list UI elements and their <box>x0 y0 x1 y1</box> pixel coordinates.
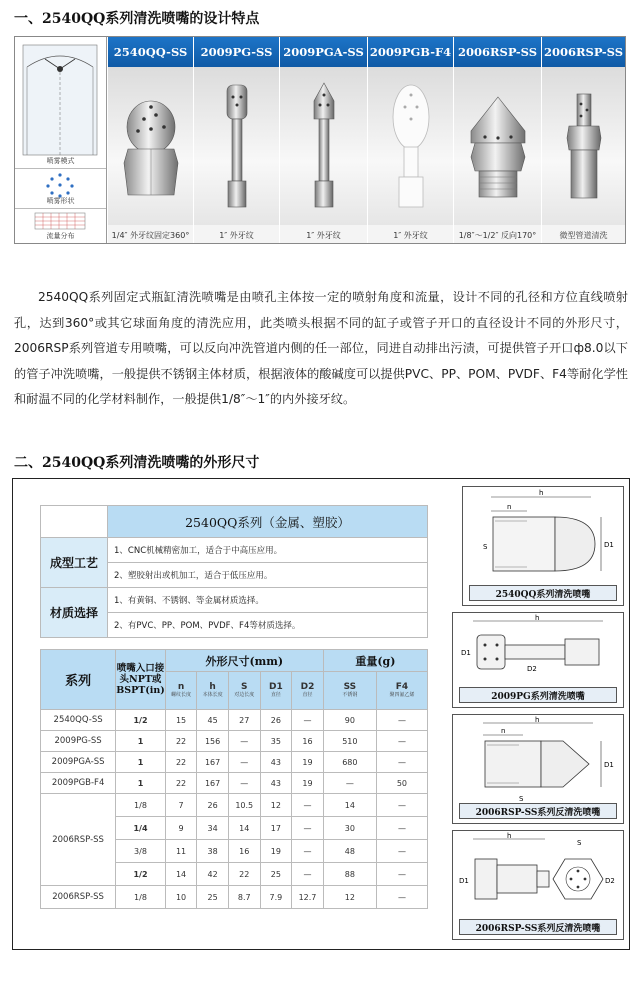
product-model: 2540QQ-SS <box>108 37 193 67</box>
cell-s: 10.5 <box>228 794 260 817</box>
table-row <box>41 886 428 909</box>
cell-d2: 19 <box>292 773 324 794</box>
drawing-caption: 2009PG系列清洗喷嘴 <box>459 687 617 703</box>
drawing-2006rsp-b <box>452 830 624 940</box>
col-weight-header: 重量(g) <box>323 650 427 672</box>
sub-col-header <box>197 672 229 710</box>
cell-f4: — <box>376 731 427 752</box>
table-row <box>41 773 428 794</box>
cell-h: 167 <box>197 773 229 794</box>
drawing-label: D1 <box>461 649 471 657</box>
product-caption: 1″ 外牙纹 <box>219 231 254 240</box>
cell-s: 16 <box>228 840 260 863</box>
cell-ss: 510 <box>323 731 376 752</box>
product-image-2006rsp <box>454 67 541 225</box>
product-model: 2006RSP-SS <box>454 37 541 67</box>
sub-col-name: S <box>240 682 248 692</box>
drawing-label: D1 <box>604 541 614 549</box>
cell-f4: — <box>376 817 427 840</box>
sub-col-name: h <box>209 682 216 692</box>
product-card <box>367 37 453 243</box>
cell-series: 2006RSP-SS <box>41 794 116 886</box>
sub-col-header <box>323 672 376 710</box>
cell-ss: 30 <box>323 817 376 840</box>
spec-table-corner <box>41 506 108 538</box>
drawing-2540qq <box>462 486 624 606</box>
cell-f4: — <box>376 752 427 773</box>
spec-label-material: 材质选择 <box>41 588 108 638</box>
cell-d1: 19 <box>260 840 292 863</box>
product-model: 2009PG-SS <box>194 37 279 67</box>
cell-n: 10 <box>165 886 196 909</box>
cell-d1: 12 <box>260 794 292 817</box>
cell-n: 22 <box>165 731 196 752</box>
product-strip <box>14 36 626 244</box>
cell-npt: 3/8 <box>116 840 166 863</box>
table-row <box>41 794 428 817</box>
spec-item: 1、有黄铜、不锈钢、等金属材质选择。 <box>108 588 428 613</box>
product-image-2009pg <box>194 67 279 225</box>
cell-s: 27 <box>228 710 260 731</box>
flow-distribution-label: 流量分布 <box>46 232 75 240</box>
product-caption: 1″ 外牙纹 <box>393 231 428 240</box>
product-card <box>453 37 541 243</box>
product-card <box>541 37 625 243</box>
cell-h: 167 <box>197 752 229 773</box>
cell-n: 9 <box>165 817 196 840</box>
spray-shape-icon <box>15 169 105 199</box>
section1-title: 一、2540QQ系列清洗喷嘴的设计特点 <box>14 11 260 27</box>
description-paragraph: 2540QQ系列固定式瓶缸清洗喷嘴是由喷孔主体按一定的喷射角度和流量，设计不同的孔径和方位直线喷射孔，达到360°或其它球面角度的清洗应用，此类喷头根据不同的缸子或管子开口的直径设计不同的外形尺寸，2006RSP系列管道专用喷嘴，可以反向冲洗管道内侧的任一部位，同进自动排出污渍，可提供管子开口ф8.0以下的管子冲洗喷嘴，一般提供不锈钢主体材质，根据液体的酸碱度可以提供PVC、PP、POM、PVDF、F4等耐化学性和耐温不同的化学材料制作，一般提供1/8″～1″的内外接牙纹。 <box>14 290 628 406</box>
sub-col-note: 对边长度 <box>234 692 255 698</box>
cell-ss: 14 <box>323 794 376 817</box>
sub-col-name: D2 <box>300 682 315 692</box>
cell-h: 42 <box>197 863 229 886</box>
cell-f4: — <box>376 840 427 863</box>
section2-title: 二、2540QQ系列清洗喷嘴的外形尺寸 <box>14 455 260 471</box>
cell-d1: 43 <box>260 773 292 794</box>
product-caption: 1″ 外牙纹 <box>306 231 341 240</box>
cell-ss: 48 <box>323 840 376 863</box>
cell-n: 22 <box>165 773 196 794</box>
drawing-label: h <box>535 716 540 724</box>
drawing-label: h <box>507 832 512 840</box>
drawing-label: n <box>507 503 512 511</box>
cell-d2: — <box>292 840 324 863</box>
cell-npt: 1/4 <box>116 817 166 840</box>
sub-col-note: 直径 <box>302 692 313 698</box>
cell-s: 14 <box>228 817 260 840</box>
sub-col-note: 螺纹长度 <box>171 692 192 698</box>
cell-d2: — <box>292 710 324 731</box>
cell-series: 2009PGA-SS <box>41 752 116 773</box>
product-model: 2006RSP-SS <box>542 37 625 67</box>
cell-ss: 680 <box>323 752 376 773</box>
cell-n: 7 <box>165 794 196 817</box>
drawing-label: S <box>577 839 582 847</box>
cell-d1: 25 <box>260 863 292 886</box>
cell-h: 25 <box>197 886 229 909</box>
cell-d2: — <box>292 794 324 817</box>
cell-n: 22 <box>165 752 196 773</box>
drawing-label: S <box>519 795 524 803</box>
cell-npt: 1 <box>116 773 166 794</box>
sub-col-name: D1 <box>268 682 283 692</box>
cell-d2: — <box>292 863 324 886</box>
product-caption: 微型管道清洗 <box>559 231 608 240</box>
product-caption: 1/4″ 外牙纹固定360° <box>111 231 190 240</box>
sub-col-note: 本体长度 <box>202 692 223 698</box>
spray-pattern-icon <box>15 37 105 167</box>
col-series-header: 系列 <box>41 650 116 710</box>
sub-col-note: 不锈钢 <box>342 692 358 698</box>
drawing-label: h <box>539 489 544 497</box>
cell-d2: 16 <box>292 731 324 752</box>
cell-s: — <box>228 731 260 752</box>
sub-col-name: F4 <box>395 682 409 692</box>
sub-col-note: 聚四氟乙烯 <box>389 692 415 698</box>
product-image-2540qq <box>108 67 193 225</box>
cell-s: — <box>228 773 260 794</box>
drawing-2006rsp-a <box>452 714 624 824</box>
cell-series: 2009PG-SS <box>41 731 116 752</box>
table-row <box>41 752 428 773</box>
drawing-caption: 2006RSP-SS系列反清洗喷嘴 <box>459 919 617 935</box>
sub-col-note: 直径 <box>270 692 281 698</box>
drawing-caption: 2006RSP-SS系列反清洗喷嘴 <box>459 803 617 819</box>
spec-table-header: 2540QQ系列（金属、塑胶） <box>108 506 428 538</box>
drawing-label: D1 <box>459 877 469 885</box>
cell-n: 15 <box>165 710 196 731</box>
cell-f4: — <box>376 710 427 731</box>
cell-d1: 7.9 <box>260 886 292 909</box>
cell-h: 45 <box>197 710 229 731</box>
cell-npt: 1 <box>116 731 166 752</box>
cell-h: 38 <box>197 840 229 863</box>
product-image-2009pga <box>280 67 367 225</box>
product-caption: 1/8″～1/2″ 反向170° <box>458 231 537 240</box>
cell-d1: 35 <box>260 731 292 752</box>
cell-npt: 1/8 <box>116 794 166 817</box>
flow-distribution-cell <box>15 209 106 243</box>
sub-col-name: SS <box>343 682 357 692</box>
cell-s: — <box>228 752 260 773</box>
cell-d1: 43 <box>260 752 292 773</box>
cell-s: 8.7 <box>228 886 260 909</box>
cell-npt: 1 <box>116 752 166 773</box>
product-image-2009pgb <box>368 67 453 225</box>
dimension-table <box>40 649 428 909</box>
product-card <box>279 37 367 243</box>
table-row <box>41 731 428 752</box>
sub-col-header <box>292 672 324 710</box>
cell-ss: 88 <box>323 863 376 886</box>
cell-series: 2009PGB-F4 <box>41 773 116 794</box>
cell-ss: 90 <box>323 710 376 731</box>
sub-col-name: n <box>177 682 185 692</box>
cell-d1: 26 <box>260 710 292 731</box>
sub-col-header <box>260 672 292 710</box>
col-dims-header: 外形尺寸(mm) <box>165 650 323 672</box>
sub-col-header <box>376 672 427 710</box>
spray-shape-label: 喷雾形状 <box>46 197 75 205</box>
cell-f4: — <box>376 886 427 909</box>
spec-label-process: 成型工艺 <box>41 538 108 588</box>
cell-ss: 12 <box>323 886 376 909</box>
spec-item: 2、塑胶射出或机加工，适合于低压应用。 <box>108 563 428 588</box>
drawing-2009pg <box>452 612 624 708</box>
product-image-2006rsp-micro <box>542 67 625 225</box>
spec-table <box>40 505 428 638</box>
spray-shape-cell <box>15 169 106 209</box>
drawing-caption: 2540QQ系列清洗喷嘴 <box>469 585 617 601</box>
product-model: 2009PGB-F4 <box>368 37 453 67</box>
cell-n: 14 <box>165 863 196 886</box>
cell-npt: 1/2 <box>116 863 166 886</box>
cell-d2: — <box>292 817 324 840</box>
product-card <box>193 37 279 243</box>
spray-pattern-label: 喷雾模式 <box>46 157 75 165</box>
cell-npt: 1/2 <box>116 710 166 731</box>
cell-series: 2540QQ-SS <box>41 710 116 731</box>
spec-item: 2、有PVC、PP、POM、PVDF、F4等材质选择。 <box>108 613 428 638</box>
cell-s: 22 <box>228 863 260 886</box>
drawing-label: h <box>535 614 540 622</box>
product-model: 2009PGA-SS <box>280 37 367 67</box>
spec-item: 1、CNC机械精密加工，适合于中高压应用。 <box>108 538 428 563</box>
sub-col-header <box>165 672 196 710</box>
drawing-label: D2 <box>527 665 537 673</box>
cell-npt: 1/8 <box>116 886 166 909</box>
flow-distribution-icon <box>15 209 105 231</box>
col-npt-header: 喷嘴入口接头NPT或BSPT(in) <box>116 650 166 710</box>
cell-d1: 17 <box>260 817 292 840</box>
drawing-label: D1 <box>604 761 614 769</box>
product-card <box>107 37 193 243</box>
spray-pattern-cell <box>15 37 106 169</box>
drawing-label: n <box>501 727 506 735</box>
cell-ss: — <box>323 773 376 794</box>
cell-h: 156 <box>197 731 229 752</box>
cell-f4: 50 <box>376 773 427 794</box>
cell-h: 34 <box>197 817 229 840</box>
sub-col-header <box>228 672 260 710</box>
cell-n: 11 <box>165 840 196 863</box>
cell-h: 26 <box>197 794 229 817</box>
cell-d2: 12.7 <box>292 886 324 909</box>
cell-series: 2006RSP-SS <box>41 886 116 909</box>
cell-d2: 19 <box>292 752 324 773</box>
drawing-label: D2 <box>605 877 615 885</box>
cell-f4: — <box>376 794 427 817</box>
drawing-label: S <box>483 543 488 551</box>
table-row <box>41 710 428 731</box>
spray-diagram-column <box>15 37 107 243</box>
cell-f4: — <box>376 863 427 886</box>
